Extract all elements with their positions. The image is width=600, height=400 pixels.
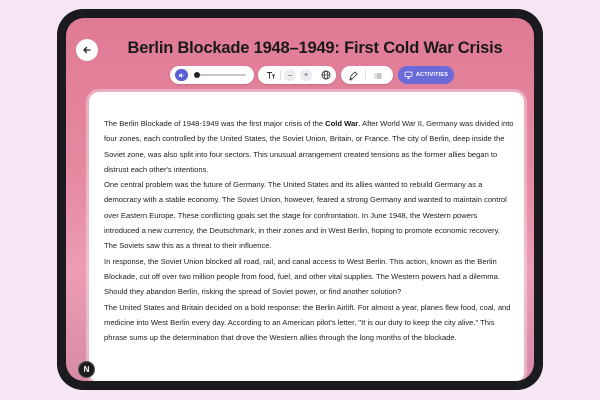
app-badge[interactable]: N — [78, 361, 95, 378]
audio-player — [170, 66, 254, 84]
back-button[interactable] — [76, 39, 98, 61]
paragraph: In response, the Soviet Union blocked all road, rail, and canal access to West Berlin. This action, known as the Berlin Blockade, cut off over two million people from food, fuel, and other vital supplies. The Western powers had a dilemma. Should they abandon Berlin, risking the spread of Soviet power, or find another solution? — [104, 256, 500, 297]
divider — [365, 70, 366, 80]
page-title: Berlin Blockade 1948–1949: First Cold War Crisis — [127, 39, 503, 57]
paragraph: One central problem was the future of Germany. The United States and its allies wanted to rebuild Germany as a democracy with a stable economy. The Soviet Union, however, feared a strong Germany and wanted to maintain control over Eastern Europe. These conflicting goals set the stage for confrontation. In June 1948, the Western powers introduced a new currency, the Deutschmark, in their zones and in West Berlin, hoping to promote economic recovery. The Soviets saw this as a threat to their influence. — [104, 180, 507, 251]
audio-progress-thumb[interactable] — [194, 72, 200, 78]
arrow-left-icon — [82, 45, 92, 55]
font-size-button[interactable] — [264, 69, 278, 81]
paragraph: The United States and Britain decided on a bold response: the Berlin Airlift. For almost a year, planes flew food, coal, and medicine into West Berlin every day. According to an American pilot's letter, "It is our duty to keep the city alive." This phrase sums up the determination that drove the Western allies through the long months of the blockade. — [104, 302, 511, 343]
highlight-button[interactable] — [346, 69, 360, 81]
translate-button[interactable] — [320, 69, 332, 81]
presentation-icon — [404, 71, 413, 79]
play-audio-button[interactable] — [175, 69, 188, 81]
tablet-frame — [57, 9, 543, 390]
pen-icon — [348, 71, 358, 81]
paragraph-text: The Berlin Blockade of 1948-1949 was the first major crisis of the — [104, 119, 326, 128]
speaker-icon — [178, 72, 185, 79]
text-settings — [258, 66, 336, 84]
decrease-font-button[interactable]: – — [284, 69, 296, 81]
bold-term: Cold War — [325, 119, 359, 128]
audio-progress-slider[interactable] — [194, 74, 246, 76]
paragraph-text: . After World War II, Germany was divided into four zones, each controlled by the United States, the Soviet Union, Britain, or France. The city of Berlin, deep inside the Soviet zone, was also split into four sectors. This unusual arrangement created tensions as the former allies began to distrust each other's intentions. — [104, 119, 514, 174]
activities-button[interactable] — [398, 66, 454, 84]
article-text — [104, 116, 514, 376]
activities-label: ACTIVITIES — [415, 72, 449, 78]
list-icon — [373, 71, 383, 81]
divider — [280, 70, 281, 80]
paragraph — [104, 116, 514, 177]
notes-button[interactable] — [371, 69, 385, 81]
globe-icon — [321, 70, 331, 80]
app-screen — [66, 18, 534, 381]
reading-card — [89, 92, 524, 381]
reader-toolbar — [66, 66, 534, 84]
annotation-tools — [341, 66, 393, 84]
increase-font-button[interactable]: + — [300, 69, 312, 81]
text-size-icon — [266, 71, 276, 80]
